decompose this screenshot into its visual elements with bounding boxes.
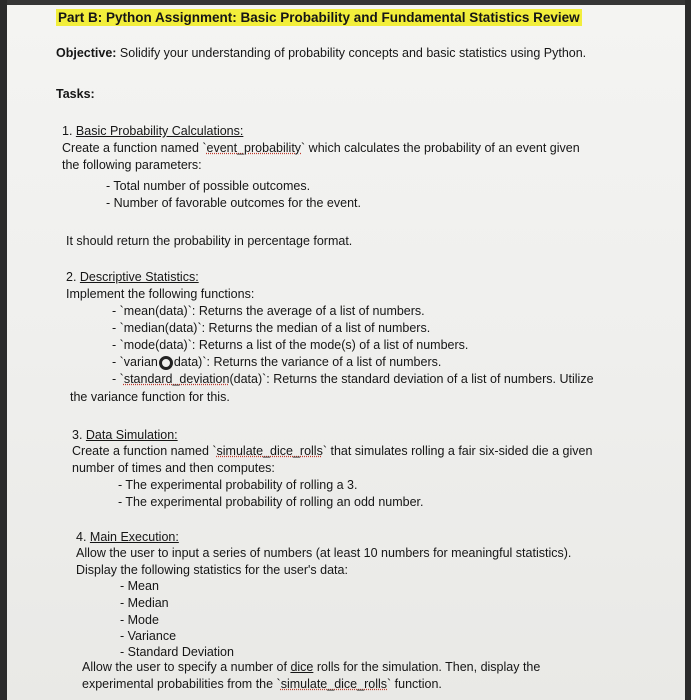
- objective-line: [56, 46, 586, 60]
- task4-stat-median: - Median: [120, 596, 169, 610]
- task1-number: 1.: [62, 124, 76, 138]
- task3-function-name: simulate_dice_rolls: [216, 444, 323, 458]
- task1-line2: the following parameters:: [62, 158, 202, 172]
- task3-title: Data Simulation:: [85, 428, 178, 442]
- task3-line1-pre: Create a function named `: [72, 444, 217, 458]
- task2-function-mode: - `mode(data)`: Returns a list of the mode(s) of a list of numbers.: [112, 338, 469, 352]
- task1-param-1: - Total number of possible outcomes.: [106, 179, 311, 193]
- objective-label: Objective:: [56, 46, 117, 60]
- task4-final2-pre: experimental probabilities from the `: [82, 677, 281, 691]
- task4-function-name: simulate_dice_rolls: [280, 677, 388, 691]
- task1-param-2: - Number of favorable outcomes for the event.: [106, 196, 361, 210]
- task4-stat-mode: - Mode: [120, 613, 159, 627]
- photo-edge-top: [0, 0, 691, 5]
- photo-edge-left: [0, 0, 7, 700]
- task2-function-stddev: [112, 372, 594, 386]
- task1-heading: [62, 124, 243, 138]
- task4-line2: Display the following statistics for the user's data:: [76, 563, 348, 577]
- task4-final2-post: ` function.: [387, 677, 442, 691]
- photo-edge-right: [685, 0, 691, 700]
- page-title: Part B: Python Assignment: Basic Probability and Fundamental Statistics Review: [58, 10, 580, 25]
- task1-line1-pre: Create a function named `: [62, 141, 207, 155]
- task4-stat-stddev: - Standard Deviation: [120, 645, 234, 659]
- task4-number: 4.: [76, 530, 90, 544]
- objective-text: Solidify your understanding of probability concepts and basic statistics using Python.: [116, 46, 587, 60]
- task1-line1-post: ` which calculates the probability of an event given: [301, 141, 580, 155]
- task3-line2: number of times and then computes:: [72, 461, 275, 475]
- circle-mark: [159, 356, 173, 370]
- task4-title: Main Execution:: [89, 530, 179, 544]
- task3-item-1: - The experimental probability of rolling a 3.: [118, 478, 358, 492]
- task1-line1: [62, 141, 580, 155]
- task2-title: Descriptive Statistics:: [79, 270, 199, 284]
- task2-function-variance: [112, 355, 441, 370]
- task3-number: 3.: [72, 428, 86, 442]
- task4-final-line2: [82, 677, 442, 691]
- task4-stat-mean: - Mean: [120, 579, 159, 593]
- tasks-heading: Tasks:: [56, 87, 95, 101]
- task4-final1-post: rolls for the simulation. Then, display the: [313, 660, 541, 674]
- task2-intro: Implement the following functions:: [66, 287, 255, 301]
- task2-heading: [66, 270, 199, 284]
- task1-title: Basic Probability Calculations:: [75, 124, 244, 138]
- task2-variance-post: data)`: Returns the variance of a list of numbers.: [173, 355, 442, 369]
- task4-final-line1: [82, 660, 540, 674]
- task4-line1: Allow the user to input a series of numbers (at least 10 numbers for meaningful statistics).: [76, 546, 572, 560]
- task3-line1-post: ` that simulates rolling a fair six-sided die a given: [322, 444, 593, 458]
- task2-function-mean: - `mean(data)`: Returns the average of a list of numbers.: [112, 304, 425, 318]
- task3-item-2: - The experimental probability of rolling an odd number.: [118, 495, 424, 509]
- task2-variance-pre: - `varian: [112, 355, 158, 369]
- task2-stddev-name: standard_deviation: [123, 372, 230, 386]
- task1-return-text: It should return the probability in percentage format.: [66, 234, 353, 248]
- task4-dice-word: dice: [290, 660, 314, 674]
- task2-stddev-cont: the variance function for this.: [70, 390, 230, 404]
- task4-heading: [76, 530, 179, 544]
- task2-stddev-pre: - `: [112, 372, 124, 386]
- task4-stat-variance: - Variance: [120, 629, 177, 643]
- task2-number: 2.: [66, 270, 80, 284]
- task2-function-median: - `median(data)`: Returns the median of a list of numbers.: [112, 321, 431, 335]
- task3-heading: [72, 428, 178, 442]
- task1-function-name: event_probability: [206, 141, 302, 155]
- task2-stddev-post: (data)`: Returns the standard deviation of a list of numbers. Utilize: [229, 372, 594, 386]
- task3-line1: [72, 444, 592, 458]
- task4-final1-pre: Allow the user to specify a number of: [82, 660, 291, 674]
